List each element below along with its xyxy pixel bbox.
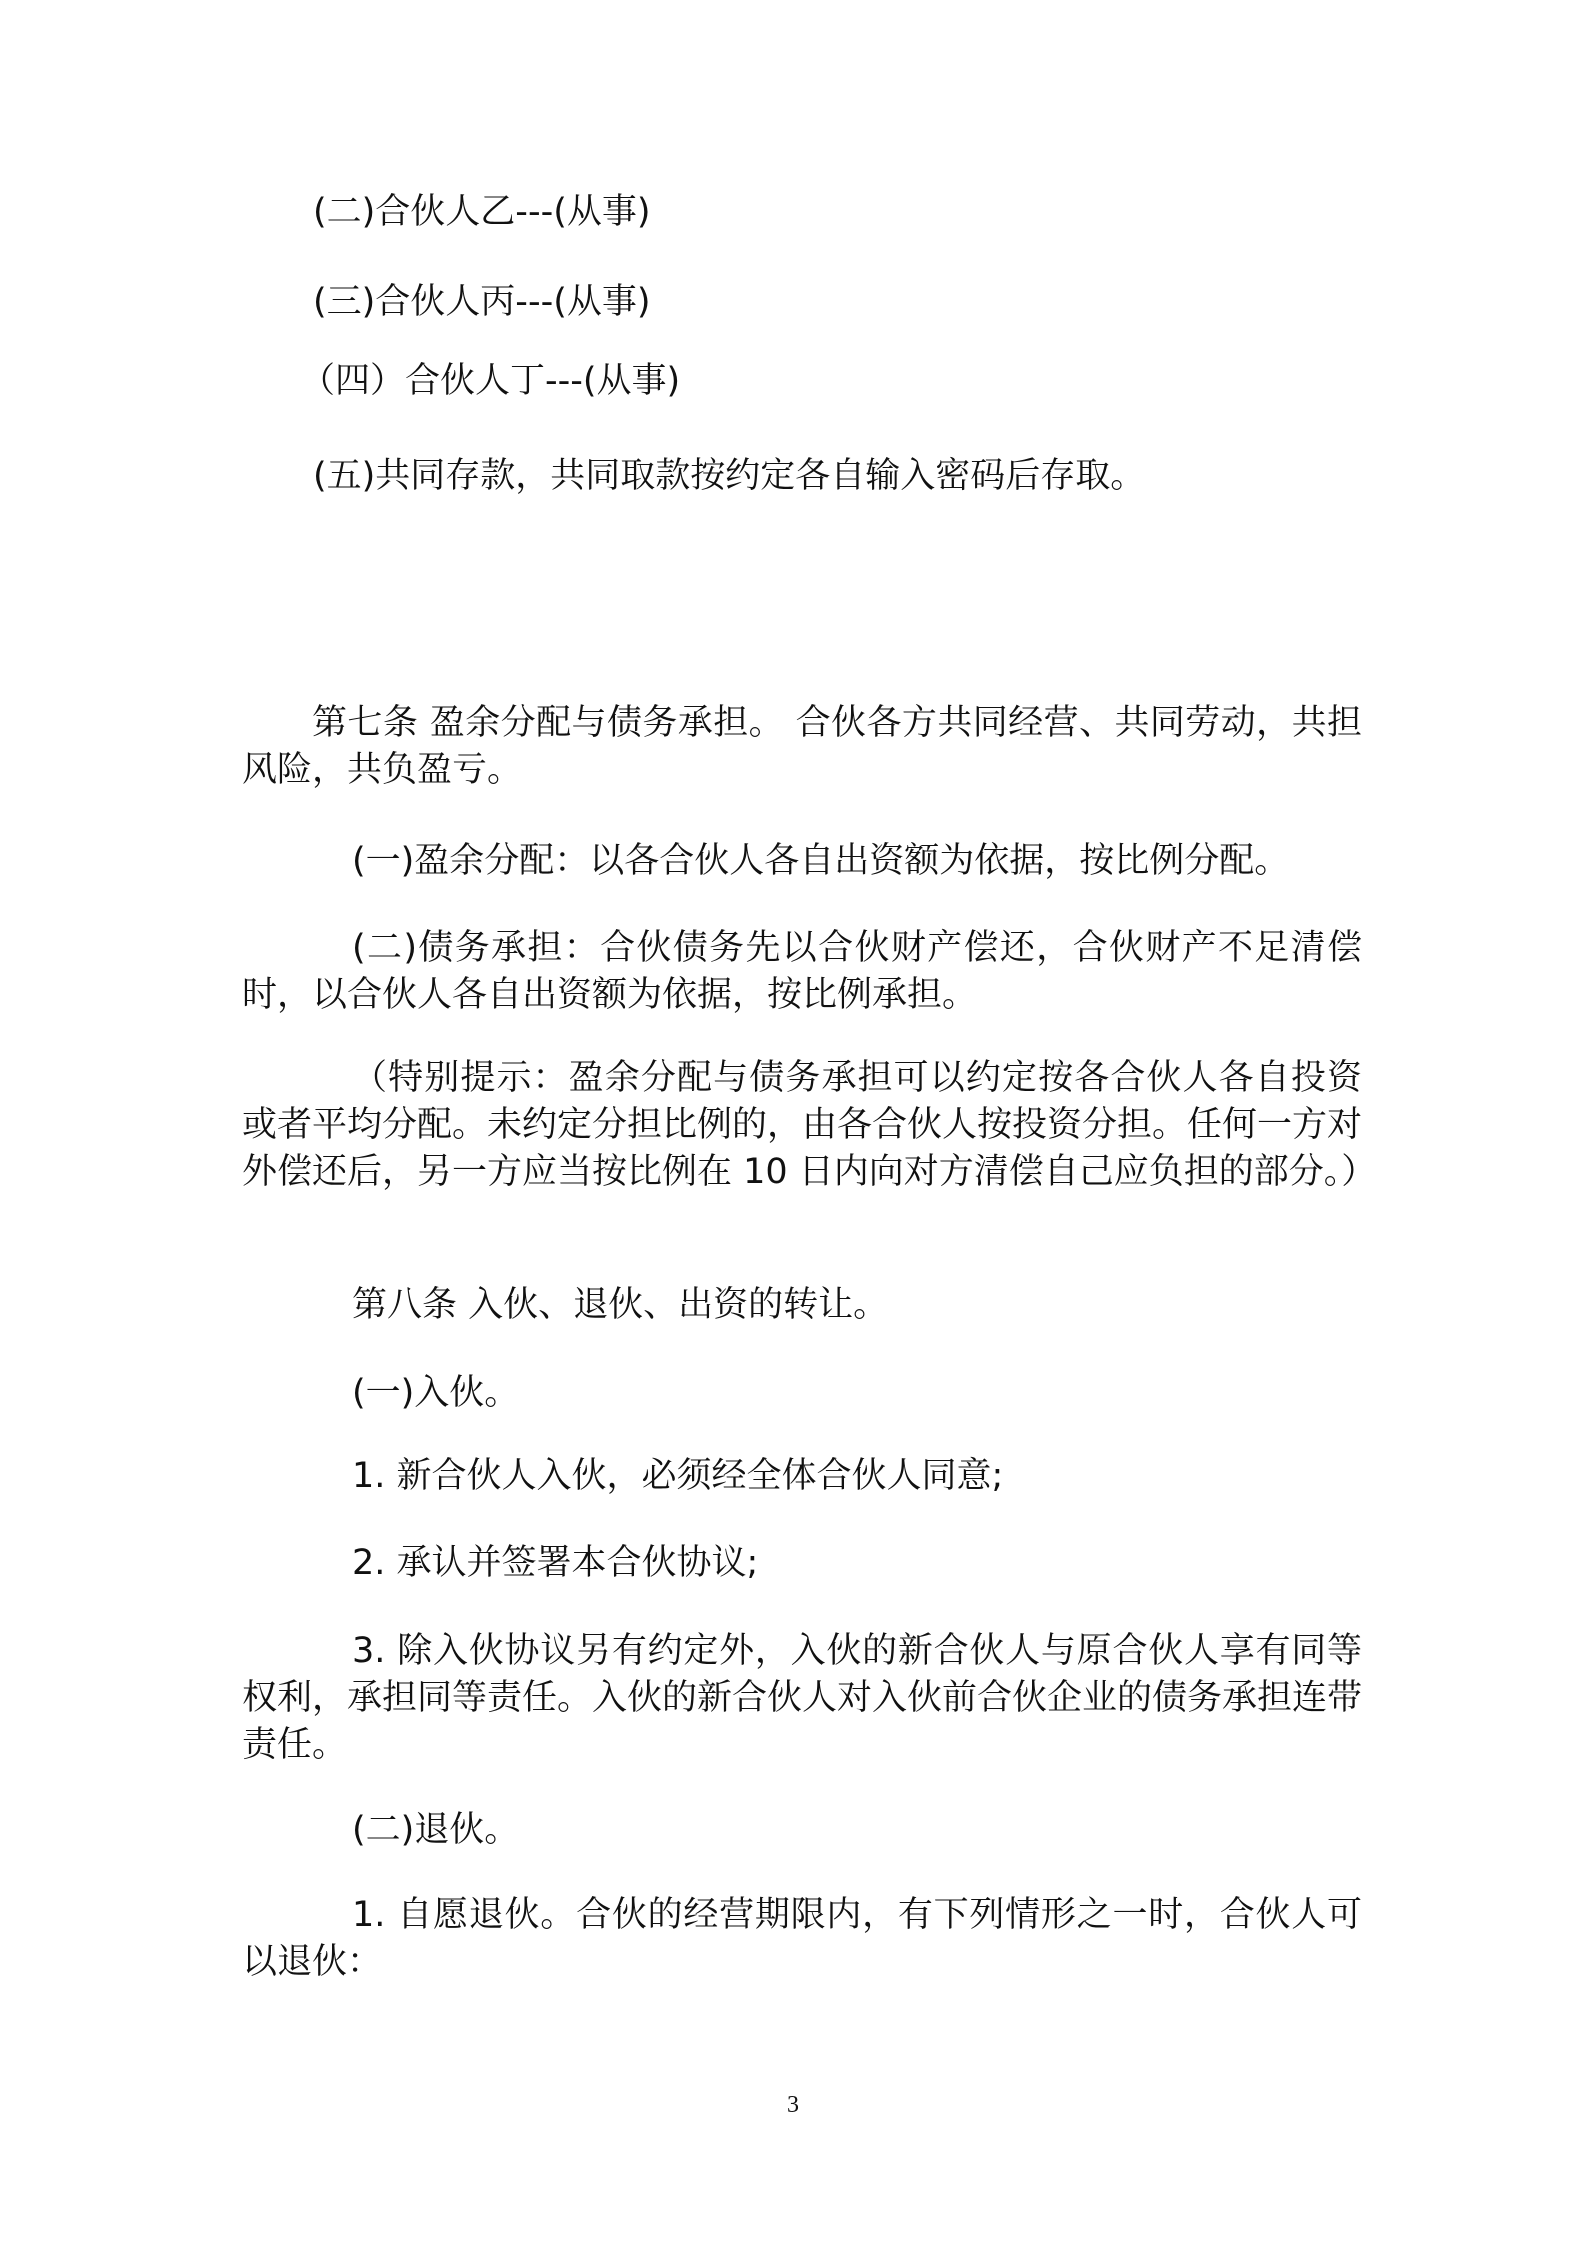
article8-heading: 第八条 入伙、退伙、出资的转让。: [352, 1285, 889, 1325]
partner-d-item: （四）合伙人丁---(从事): [300, 361, 681, 401]
article8-withdraw-item-1: 1. 自愿退伙。合伙的经营期限内，有下列情形之一时，合伙人可以退伙：: [242, 1895, 1362, 1982]
article8-join-item-3: 3. 除入伙协议另有约定外，入伙的新合伙人与原合伙人享有同等权利，承担同等责任。入伙的新合伙人对入伙前合伙企业的债务承担连带责任。: [242, 1631, 1363, 1765]
article8-join-item-1: 1. 新合伙人入伙，必须经全体合伙人同意;: [352, 1456, 1004, 1496]
article8-withdraw-title: (二)退伙。: [352, 1810, 520, 1850]
joint-deposit-item: (五)共同存款，共同取款按约定各自输入密码后存取。: [313, 456, 1146, 496]
article8-join-item-2: 2. 承认并签署本合伙协议;: [352, 1543, 759, 1583]
article7-special-note: （特别提示：盈余分配与债务承担可以约定按各合伙人各自投资或者平均分配。未约定分担比例的，由各合伙人按投资分担。任何一方对外偿还后，另一方应当按比例在 10 日内向对方清偿自己应负担的部分。）: [242, 1058, 1377, 1192]
page-number: 3: [787, 2092, 799, 2118]
partner-b-item: (二)合伙人乙---(从事): [313, 192, 651, 232]
article7-heading: 第七条 盈余分配与债务承担。 合伙各方共同经营、共同劳动，共担风险，共负盈亏。: [242, 703, 1362, 790]
article7-debt-bearing: (二)债务承担：合伙债务先以合伙财产偿还，合伙财产不足清偿时，以合伙人各自出资额为依据，按比例承担。: [242, 928, 1362, 1015]
article7-profit-distribution: (一)盈余分配：以各合伙人各自出资额为依据，按比例分配。: [352, 841, 1290, 881]
partner-c-item: (三)合伙人丙---(从事): [313, 282, 651, 322]
article8-join-title: (一)入伙。: [352, 1373, 520, 1413]
